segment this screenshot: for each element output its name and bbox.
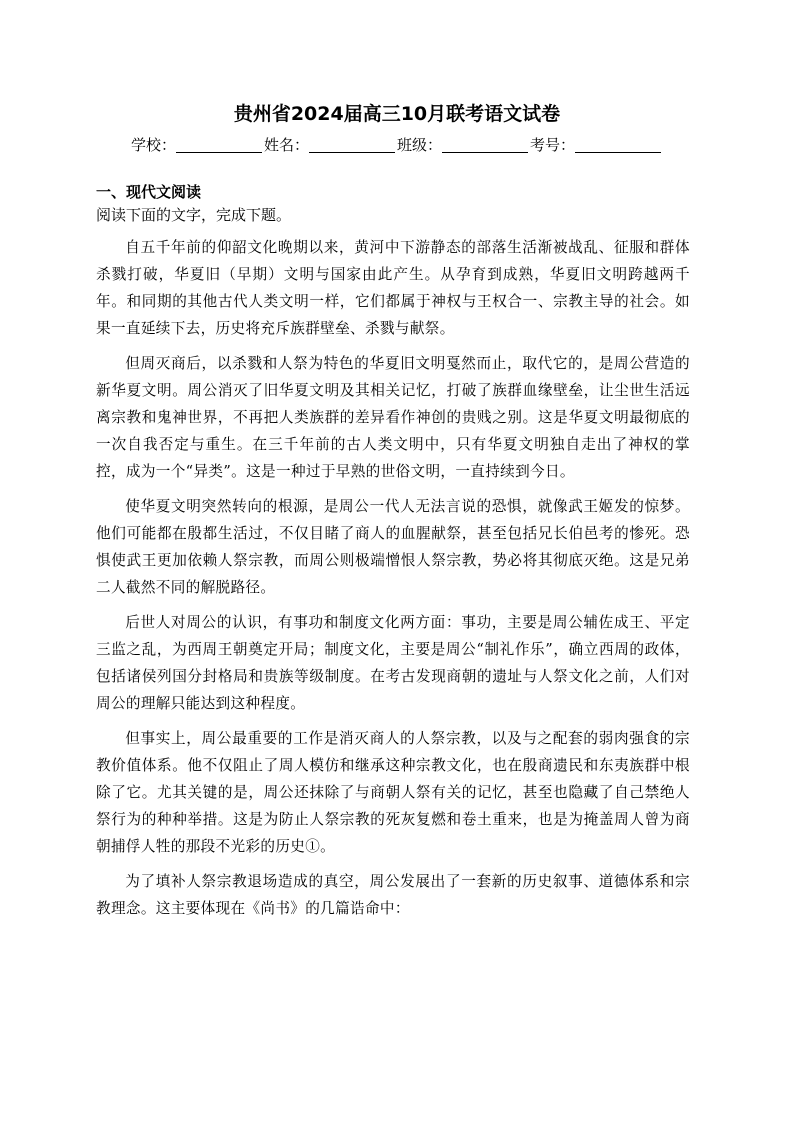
school-label: 学校： [130, 136, 176, 154]
section-heading: 一、现代文阅读 [96, 183, 202, 201]
passage-paragraph-6: 为了填补人祭宗教退场造成的真空，周公发展出了一套新的历史叙事、道德体系和宗教理念。这主要体现在《尚书》的几篇诰命中： [96, 873, 690, 917]
exam-title: 贵州省2024届高三10月联考语文试卷 [233, 103, 561, 125]
passage-paragraph-1: 自五千年前的仰韶文化晚期以来，黄河中下游静态的部落生活渐被战乱、征服和群体杀戮打破，华夏旧（早期）文明与国家由此产生。从孕育到成熟，华夏旧文明跨越两千年。和同期的其他古代人类文明一样，它们都属于神权与王权合一、宗教主导的社会。如果一直延续下去，历史将充斥族群壁垒、杀戮与献祭。 [96, 239, 690, 337]
exam-number-field [530, 134, 663, 156]
passage-paragraph-2: 但周灭商后，以杀戮和人祭为特色的华夏旧文明戛然而止，取代它的，是周公营造的新华夏文明。周公消灭了旧华夏文明及其相关记忆，打破了族群血缘壁垒，让尘世生活远离宗教和鬼神世界，不再把人类族群的差异看作神创的贵贱之别。这是华夏文明最彻底的一次自我否定与重生。在三千年前的古人类文明中，只有华夏文明独自走出了神权的掌控，成为一个“异类”。这是一种过于早熟的世俗文明，一直持续到今日。 [96, 355, 690, 480]
exam-number-blank [575, 136, 661, 153]
reading-passage [96, 234, 690, 930]
reading-instruction: 阅读下面的文字，完成下题。 [96, 206, 292, 224]
name-blank [309, 136, 395, 153]
class-label: 班级： [397, 136, 443, 154]
passage-paragraph-5: 但事实上，周公最重要的工作是消灭商人的人祭宗教，以及与之配套的弱肉强食的宗教价值体系。他不仅阻止了周人模仿和继承这种宗教文化，也在殷商遗民和东夷族群中根除了它。尤其关键的是，周公还抹除了与商朝人祭有关的记忆，甚至也隐藏了自己禁绝人祭行为的种种举措。这是为防止人祭宗教的死灰复燃和卷土重来，也是为掩盖周人曾为商朝捕俘人牲的那段不光彩的历史①。 [96, 730, 690, 855]
class-field [397, 134, 530, 156]
passage-paragraph-3: 使华夏文明突然转向的根源，是周公一代人无法言说的恐惧，就像武王姬发的惊梦。他们可能都在殷都生活过，不仅目睹了商人的血腥献祭，甚至包括兄长伯邑考的惨死。恐惧使武王更加依赖人祭宗教，而周公则极端憎恨人祭宗教，势必将其彻底灭绝。这是兄弟二人截然不同的解脱路径。 [96, 498, 690, 596]
name-field [264, 134, 397, 156]
school-blank [176, 136, 262, 153]
class-blank [442, 136, 528, 153]
name-label: 姓名： [263, 136, 309, 154]
exam-number-label: 考号： [530, 136, 576, 154]
passage-paragraph-4: 后世人对周公的认识，有事功和制度文化两方面：事功，主要是周公辅佐成王、平定三监之乱，为西周王朝奠定开局；制度文化，主要是周公“制礼作乐”，确立西周的政体，包括诸侯列国分封格局和贵族等级制度。在考古发现商朝的遗址与人祭文化之前，人们对周公的理解只能达到这种程度。 [96, 614, 690, 712]
student-info-line [0, 134, 794, 156]
school-field [131, 134, 264, 156]
